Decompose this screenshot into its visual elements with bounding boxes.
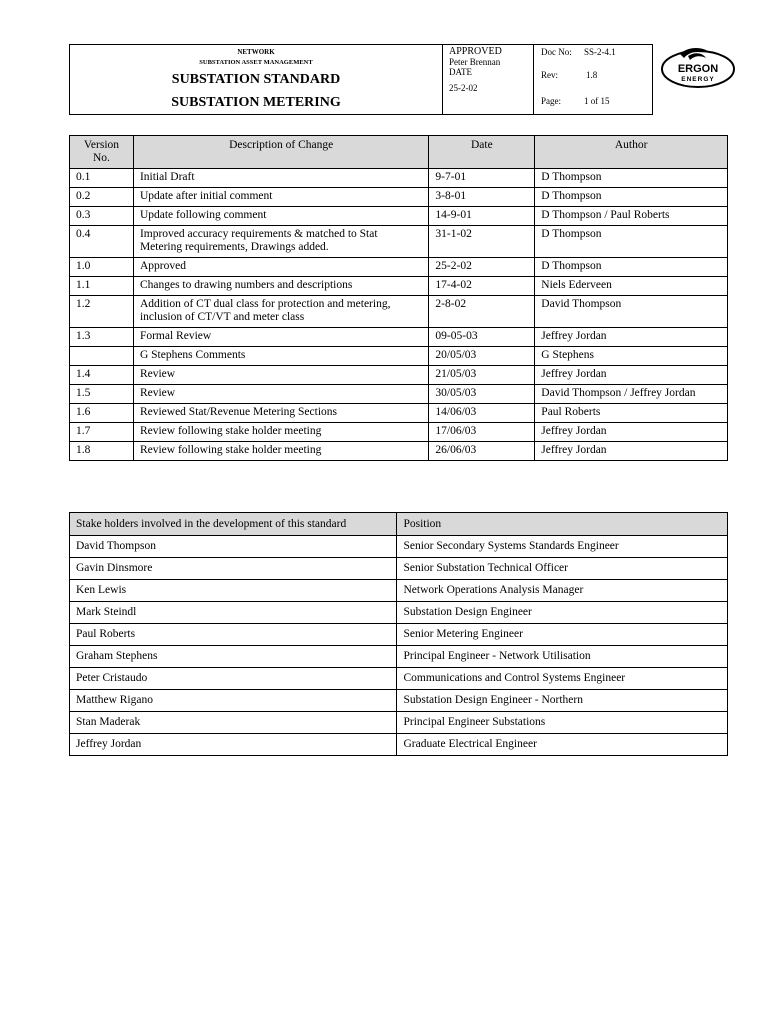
ergon-energy-logo-icon	[658, 44, 738, 92]
cell-author: D Thompson / Paul Roberts	[535, 207, 728, 226]
cell-position: Senior Metering Engineer	[397, 624, 728, 646]
cell-date: 26/06/03	[429, 442, 535, 461]
cell-author: G Stephens	[535, 347, 728, 366]
cell-version: 1.7	[70, 423, 134, 442]
cell-date: 14/06/03	[429, 404, 535, 423]
approval-date: 25-2-02	[449, 83, 478, 93]
cell-author: Niels Ederveen	[535, 277, 728, 296]
cell-author: Jeffrey Jordan	[535, 423, 728, 442]
cell-stakeholder: Mark Steindl	[70, 602, 397, 624]
cell-date: 09-05-03	[429, 328, 535, 347]
table-row	[70, 366, 728, 385]
table-row	[70, 580, 728, 602]
cell-stakeholder: Gavin Dinsmore	[70, 558, 397, 580]
org-line-1: NETWORK	[237, 48, 275, 56]
cell-date: 31-1-02	[429, 226, 535, 258]
cell-position: Senior Secondary Systems Standards Engineer	[397, 536, 728, 558]
cell-description: Addition of CT dual class for protection and metering, inclusion of CT/VT and meter class	[133, 296, 428, 328]
table-row	[70, 404, 728, 423]
cell-date: 3-8-01	[429, 188, 535, 207]
logo-text-ergon: ERGON	[677, 63, 719, 75]
document-title: SUBSTATION STANDARD	[171, 72, 341, 87]
cell-date: 30/05/03	[429, 385, 535, 404]
table-row	[70, 347, 728, 366]
cell-version	[70, 347, 134, 366]
table-row	[70, 734, 728, 756]
cell-stakeholder: Peter Cristaudo	[70, 668, 397, 690]
cell-version: 1.5	[70, 385, 134, 404]
cell-description: Approved	[133, 258, 428, 277]
cell-position: Principal Engineer - Network Utilisation	[397, 646, 728, 668]
document-subtitle: SUBSTATION METERING	[171, 95, 341, 110]
approval-cell	[442, 45, 534, 114]
cell-description: Review	[133, 366, 428, 385]
cell-stakeholder: Graham Stephens	[70, 646, 397, 668]
cell-position: Graduate Electrical Engineer	[397, 734, 728, 756]
cell-date: 14-9-01	[429, 207, 535, 226]
cell-version: 1.6	[70, 404, 134, 423]
table-row	[70, 423, 728, 442]
cell-version: 0.4	[70, 226, 134, 258]
cell-version: 1.1	[70, 277, 134, 296]
cell-stakeholder: Matthew Rigano	[70, 690, 397, 712]
cell-position: Network Operations Analysis Manager	[397, 580, 728, 602]
doc-no-value: SS-2-4.1	[584, 47, 616, 57]
cell-description: Improved accuracy requirements & matched to Stat Metering requirements, Drawings added.	[133, 226, 428, 258]
version-table-header-row	[70, 136, 728, 169]
cell-author: D Thompson	[535, 226, 728, 258]
document-header	[69, 44, 653, 115]
doc-no-label: Doc No:	[541, 47, 572, 57]
table-row	[70, 624, 728, 646]
table-row	[70, 602, 728, 624]
cell-stakeholder: Stan Maderak	[70, 712, 397, 734]
page-label: Page:	[541, 96, 561, 106]
cell-version: 1.8	[70, 442, 134, 461]
approved-label: APPROVED	[449, 46, 502, 57]
cell-author: D Thompson	[535, 258, 728, 277]
cell-description: Initial Draft	[133, 169, 428, 188]
table-row	[70, 226, 728, 258]
cell-date: 25-2-02	[429, 258, 535, 277]
cell-date: 2-8-02	[429, 296, 535, 328]
cell-description: Update following comment	[133, 207, 428, 226]
cell-version: 1.4	[70, 366, 134, 385]
table-row	[70, 668, 728, 690]
cell-description: Formal Review	[133, 328, 428, 347]
cell-date: 9-7-01	[429, 169, 535, 188]
approver-name: Peter Brennan	[449, 57, 501, 67]
cell-version: 1.3	[70, 328, 134, 347]
cell-author: Jeffrey Jordan	[535, 328, 728, 347]
cell-author: David Thompson / Jeffrey Jordan	[535, 385, 728, 404]
rev-value: 1.8	[586, 70, 598, 80]
table-row	[70, 169, 728, 188]
logo-text-energy: ENERGY	[681, 76, 715, 83]
cell-description: Changes to drawing numbers and descriptions	[133, 277, 428, 296]
table-row	[70, 536, 728, 558]
cell-author: D Thompson	[535, 169, 728, 188]
cell-author: Paul Roberts	[535, 404, 728, 423]
cell-position: Substation Design Engineer	[397, 602, 728, 624]
date-label: DATE	[449, 67, 472, 77]
cell-stakeholder: David Thompson	[70, 536, 397, 558]
stakeholders-table	[69, 512, 728, 756]
header-version: Version No.	[70, 136, 134, 169]
cell-description: Reviewed Stat/Revenue Metering Sections	[133, 404, 428, 423]
version-history-table	[69, 135, 728, 461]
cell-date: 21/05/03	[429, 366, 535, 385]
cell-date: 20/05/03	[429, 347, 535, 366]
header-author: Author	[535, 136, 728, 169]
table-row	[70, 258, 728, 277]
cell-position: Senior Substation Technical Officer	[397, 558, 728, 580]
table-row	[70, 385, 728, 404]
cell-stakeholder: Ken Lewis	[70, 580, 397, 602]
cell-version: 0.2	[70, 188, 134, 207]
cell-author: D Thompson	[535, 188, 728, 207]
table-row	[70, 207, 728, 226]
page-value: 1 of 15	[584, 96, 610, 106]
cell-version: 1.0	[70, 258, 134, 277]
cell-date: 17-4-02	[429, 277, 535, 296]
cell-date: 17/06/03	[429, 423, 535, 442]
cell-description: Review following stake holder meeting	[133, 423, 428, 442]
table-row	[70, 712, 728, 734]
table-row	[70, 277, 728, 296]
cell-stakeholder: Paul Roberts	[70, 624, 397, 646]
title-cell	[70, 45, 443, 114]
cell-description: Review following stake holder meeting	[133, 442, 428, 461]
cell-position: Substation Design Engineer - Northern	[397, 690, 728, 712]
header-position: Position	[397, 513, 728, 536]
cell-author: David Thompson	[535, 296, 728, 328]
cell-position: Principal Engineer Substations	[397, 712, 728, 734]
header-stakeholder: Stake holders involved in the development of this standard	[70, 513, 397, 536]
cell-version: 0.1	[70, 169, 134, 188]
stake-table-header-row	[70, 513, 728, 536]
cell-description: G Stephens Comments	[133, 347, 428, 366]
cell-author: Jeffrey Jordan	[535, 366, 728, 385]
cell-version: 1.2	[70, 296, 134, 328]
org-line-2: SUBSTATION ASSET MANAGEMENT	[199, 59, 313, 66]
table-row	[70, 188, 728, 207]
cell-description: Review	[133, 385, 428, 404]
table-row	[70, 296, 728, 328]
cell-description: Update after initial comment	[133, 188, 428, 207]
table-row	[70, 328, 728, 347]
rev-label: Rev:	[541, 70, 558, 80]
header-date: Date	[429, 136, 535, 169]
cell-version: 0.3	[70, 207, 134, 226]
table-row	[70, 442, 728, 461]
table-row	[70, 558, 728, 580]
cell-stakeholder: Jeffrey Jordan	[70, 734, 397, 756]
table-row	[70, 646, 728, 668]
header-description: Description of Change	[133, 136, 428, 169]
table-row	[70, 690, 728, 712]
doc-info-cell	[534, 45, 652, 114]
cell-author: Jeffrey Jordan	[535, 442, 728, 461]
cell-position: Communications and Control Systems Engineer	[397, 668, 728, 690]
